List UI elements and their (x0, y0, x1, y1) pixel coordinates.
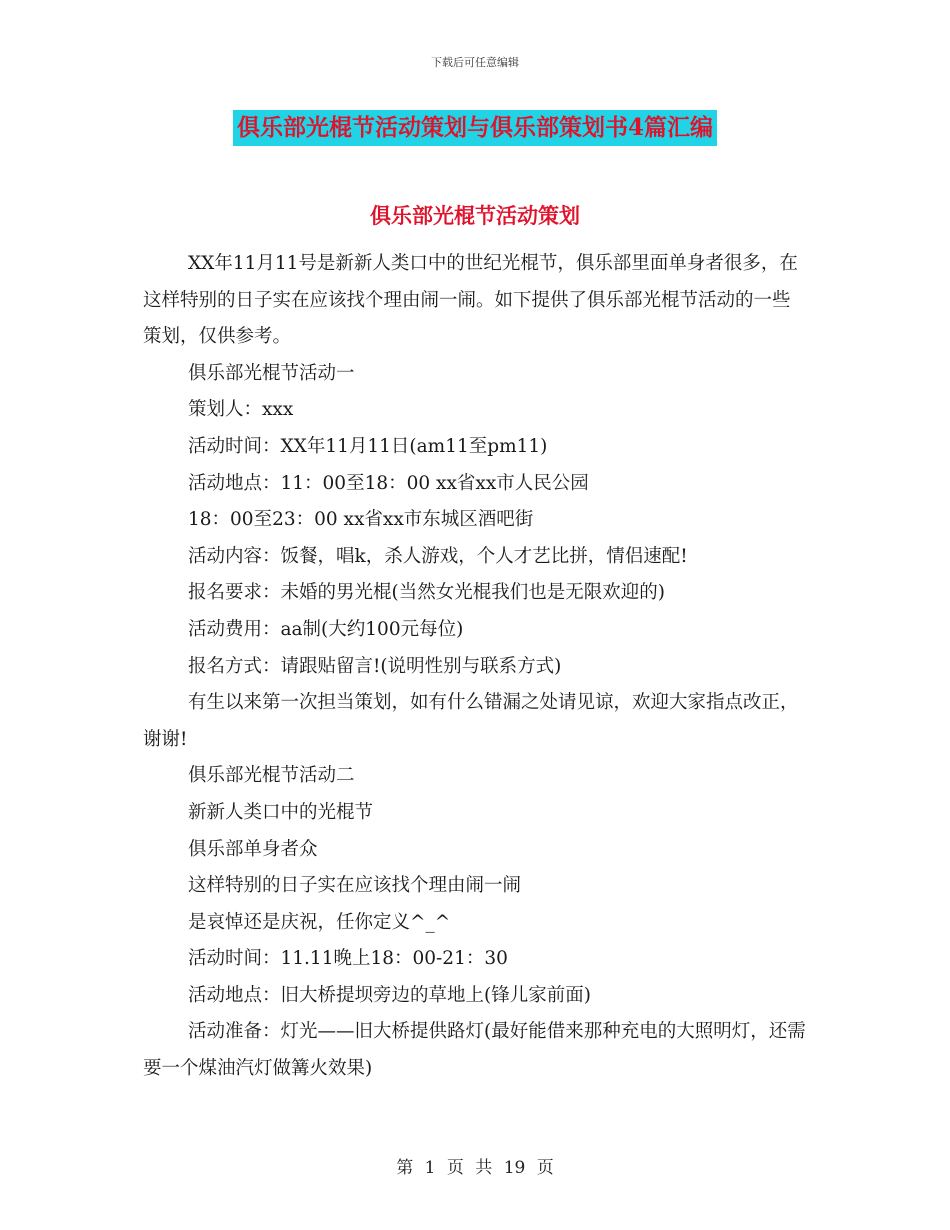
paragraph: 报名方式：请跟贴留言!(说明性别与联系方式) (188, 655, 562, 677)
paragraph: 活动时间：XX年11月11日(am11至pm11) (188, 435, 548, 457)
header-note: 下载后可任意编辑 (431, 56, 519, 69)
paragraph: 新新人类口中的光棍节 (188, 801, 374, 823)
paragraph: 活动时间：11.11晚上18：00-21：30 (188, 948, 508, 970)
paragraph: 活动内容：饭餐，唱k，杀人游戏，个人才艺比拼，情侣速配! (188, 545, 688, 567)
paragraph: 活动地点：旧大桥提坝旁边的草地上(锋儿家前面) (188, 984, 591, 1006)
paragraph: 这样特别的日子实在应该找个理由闹一闹 (188, 875, 522, 897)
section-title: 俱乐部光棍节活动策划 (370, 203, 580, 228)
paragraph: 活动费用：aa制(大约100元每位) (188, 618, 464, 640)
paragraph: 活动准备：灯光——旧大桥提供路灯(最好能借来那种充电的大照明灯，还需要一个煤油汽灯做篝火效果) (143, 1021, 806, 1080)
paragraph: 18：00至23：00 xx省xx市东城区酒吧街 (188, 509, 534, 531)
paragraph: 活动地点：11：00至18：00 xx省xx市人民公园 (188, 472, 589, 494)
document-title: 俱乐部光棍节活动策划与俱乐部策划书4篇汇编 (233, 110, 717, 146)
document-body (143, 246, 807, 1088)
paragraph: 俱乐部单身者众 (188, 838, 318, 860)
paragraph: 俱乐部光棍节活动二 (188, 765, 355, 787)
title-container (0, 110, 950, 146)
page-indicator: 第 1 页 共 19 页 (396, 1158, 554, 1178)
paragraph: 有生以来第一次担当策划，如有什么错漏之处请见谅，欢迎大家指点改正，谢谢! (143, 692, 799, 750)
paragraph: 俱乐部光棍节活动一 (188, 362, 355, 384)
paragraph: XX年11月11号是新新人类口中的世纪光棍节，俱乐部里面单身者很多，在这样特别的日子实在应该找个理由闹一闹。如下提供了俱乐部光棍节活动的一些策划，仅供参考。 (143, 253, 798, 348)
paragraph: 策划人：xxx (188, 399, 294, 421)
paragraph: 报名要求：未婚的男光棍(当然女光棍我们也是无限欢迎的) (188, 582, 665, 604)
paragraph: 是哀悼还是庆祝，任你定义^_^ (188, 911, 451, 933)
